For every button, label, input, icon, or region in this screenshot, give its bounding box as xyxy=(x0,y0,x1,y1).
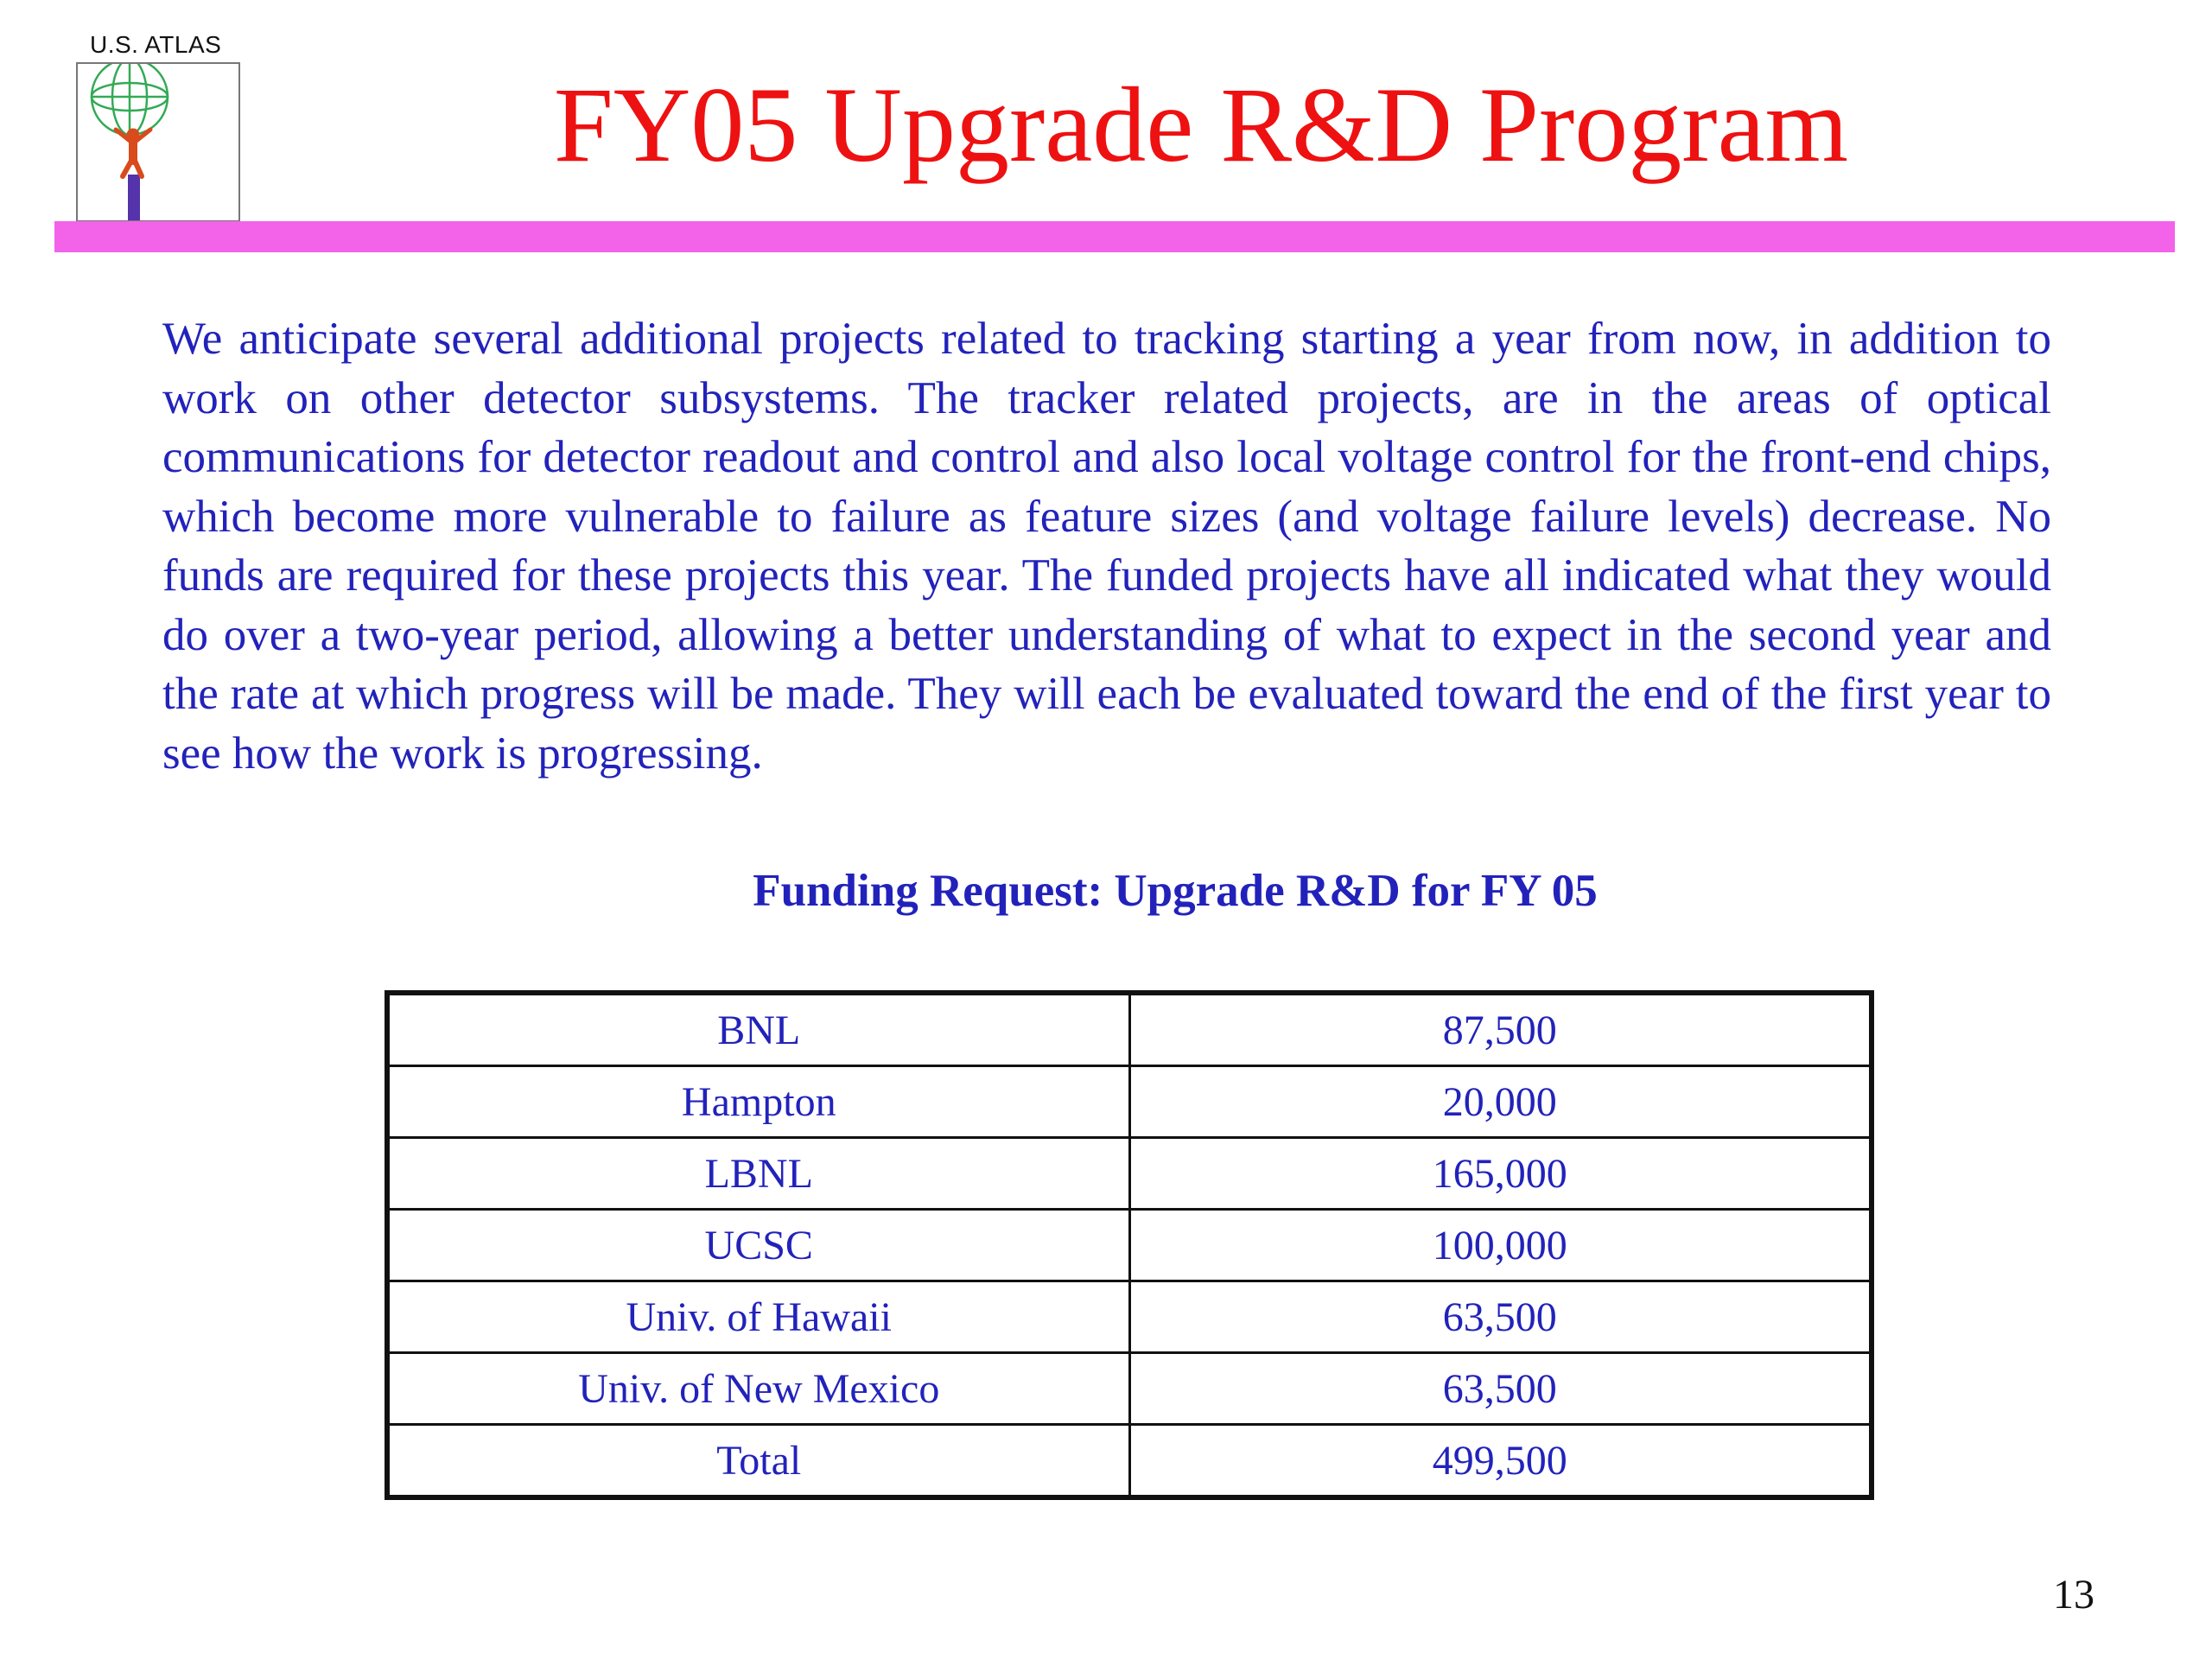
amount-cell: 499,500 xyxy=(1129,1425,1872,1498)
amount-cell: 20,000 xyxy=(1129,1066,1872,1138)
table-row xyxy=(387,1066,1872,1138)
institution-cell: BNL xyxy=(387,993,1129,1066)
funding-table xyxy=(385,990,1874,1500)
institution-cell: UCSC xyxy=(387,1210,1129,1281)
amount-cell: 63,500 xyxy=(1129,1353,1872,1425)
table-row xyxy=(387,993,1872,1066)
atlas-figure-icon xyxy=(78,64,238,220)
institution-cell: Univ. of Hawaii xyxy=(387,1281,1129,1353)
table-row xyxy=(387,1353,1872,1425)
title-divider xyxy=(54,221,2175,252)
institution-cell: Hampton xyxy=(387,1066,1129,1138)
slide-title: FY05 Upgrade R&D Program xyxy=(553,66,1849,184)
amount-cell: 87,500 xyxy=(1129,993,1872,1066)
table-row xyxy=(387,1425,1872,1498)
amount-cell: 165,000 xyxy=(1129,1138,1872,1210)
page-number: 13 xyxy=(2053,1572,2094,1618)
logo-caption: U.S. ATLAS xyxy=(90,31,222,58)
funding-table-wrapper xyxy=(385,990,1874,1500)
atlas-logo xyxy=(76,62,240,222)
table-row xyxy=(387,1281,1872,1353)
institution-cell: Total xyxy=(387,1425,1129,1498)
institution-cell: LBNL xyxy=(387,1138,1129,1210)
table-row xyxy=(387,1138,1872,1210)
table-caption: Funding Request: Upgrade R&D for FY 05 xyxy=(753,866,1598,916)
amount-cell: 63,500 xyxy=(1129,1281,1872,1353)
amount-cell: 100,000 xyxy=(1129,1210,1872,1281)
body-paragraph: We anticipate several additional projects related to tracking starting a year from now, in addition to work on other detector subsystems. The tracker related projects, are in the areas of optical communications for detector readout and control and also local voltage control for the front-end chips, which become more vulnerable to failure as feature sizes (and voltage failure levels) decrease. No funds are required for these projects this year. The funded projects have all indicated what they would do over a two-year period, allowing a better understanding of what to expect in the second year and the rate at which progress will be made. They will each be evaluated toward the end of the first year to see how the work is progressing. xyxy=(162,314,2051,779)
institution-cell: Univ. of New Mexico xyxy=(387,1353,1129,1425)
table-row xyxy=(387,1210,1872,1281)
